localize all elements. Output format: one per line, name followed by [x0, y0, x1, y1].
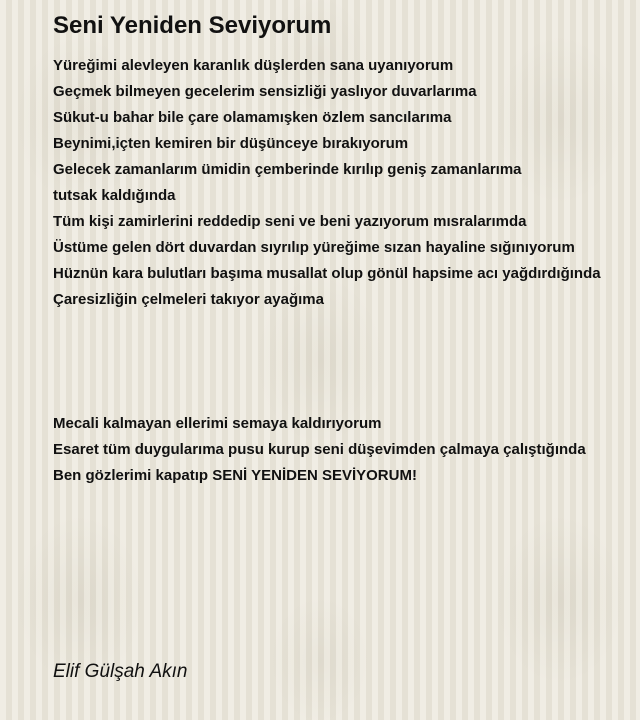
- poem-author: Elif Gülşah Akın: [53, 661, 188, 682]
- poem-line: Sükut-u bahar bile çare olamamışken özlem sancılarıma: [53, 109, 452, 126]
- poem-line: Hüznün kara bulutları başıma musallat olup gönül hapsime acı yağdırdığında: [53, 265, 601, 282]
- poem-line: Tüm kişi zamirlerini reddedip seni ve beni yazıyorum mısralarımda: [53, 213, 527, 230]
- poem-line: Ben gözlerimi kapatıp SENİ YENİDEN SEVİYORUM!: [53, 467, 417, 484]
- poem-stanza-1: [53, 53, 601, 313]
- poem-line: Esaret tüm duygularıma pusu kurup seni düşevimden çalmaya çalıştığında: [53, 441, 586, 458]
- poem-line: Yüreğimi alevleyen karanlık düşlerden sana uyanıyorum: [53, 57, 454, 74]
- poem-line: Gelecek zamanlarım ümidin çemberinde kırılıp geniş zamanlarıma: [53, 161, 522, 178]
- poem-line: Mecali kalmayan ellerimi semaya kaldırıyorum: [53, 415, 382, 432]
- poem-line: Beynimi,içten kemiren bir düşünceye bırakıyorum: [53, 135, 409, 152]
- poem-line: Üstüme gelen dört duvardan sıyrılıp yüreğime sızan hayaline sığınıyorum: [53, 239, 575, 256]
- poem-line: tutsak kaldığında: [53, 187, 176, 204]
- poem-title: Seni Yeniden Seviyorum: [53, 12, 332, 39]
- poem-stanza-2: [53, 411, 586, 489]
- poem-line: Geçmek bilmeyen gecelerim sensizliği yaslıyor duvarlarıma: [53, 83, 477, 100]
- poem-line: Çaresizliğin çelmeleri takıyor ayağıma: [53, 291, 324, 308]
